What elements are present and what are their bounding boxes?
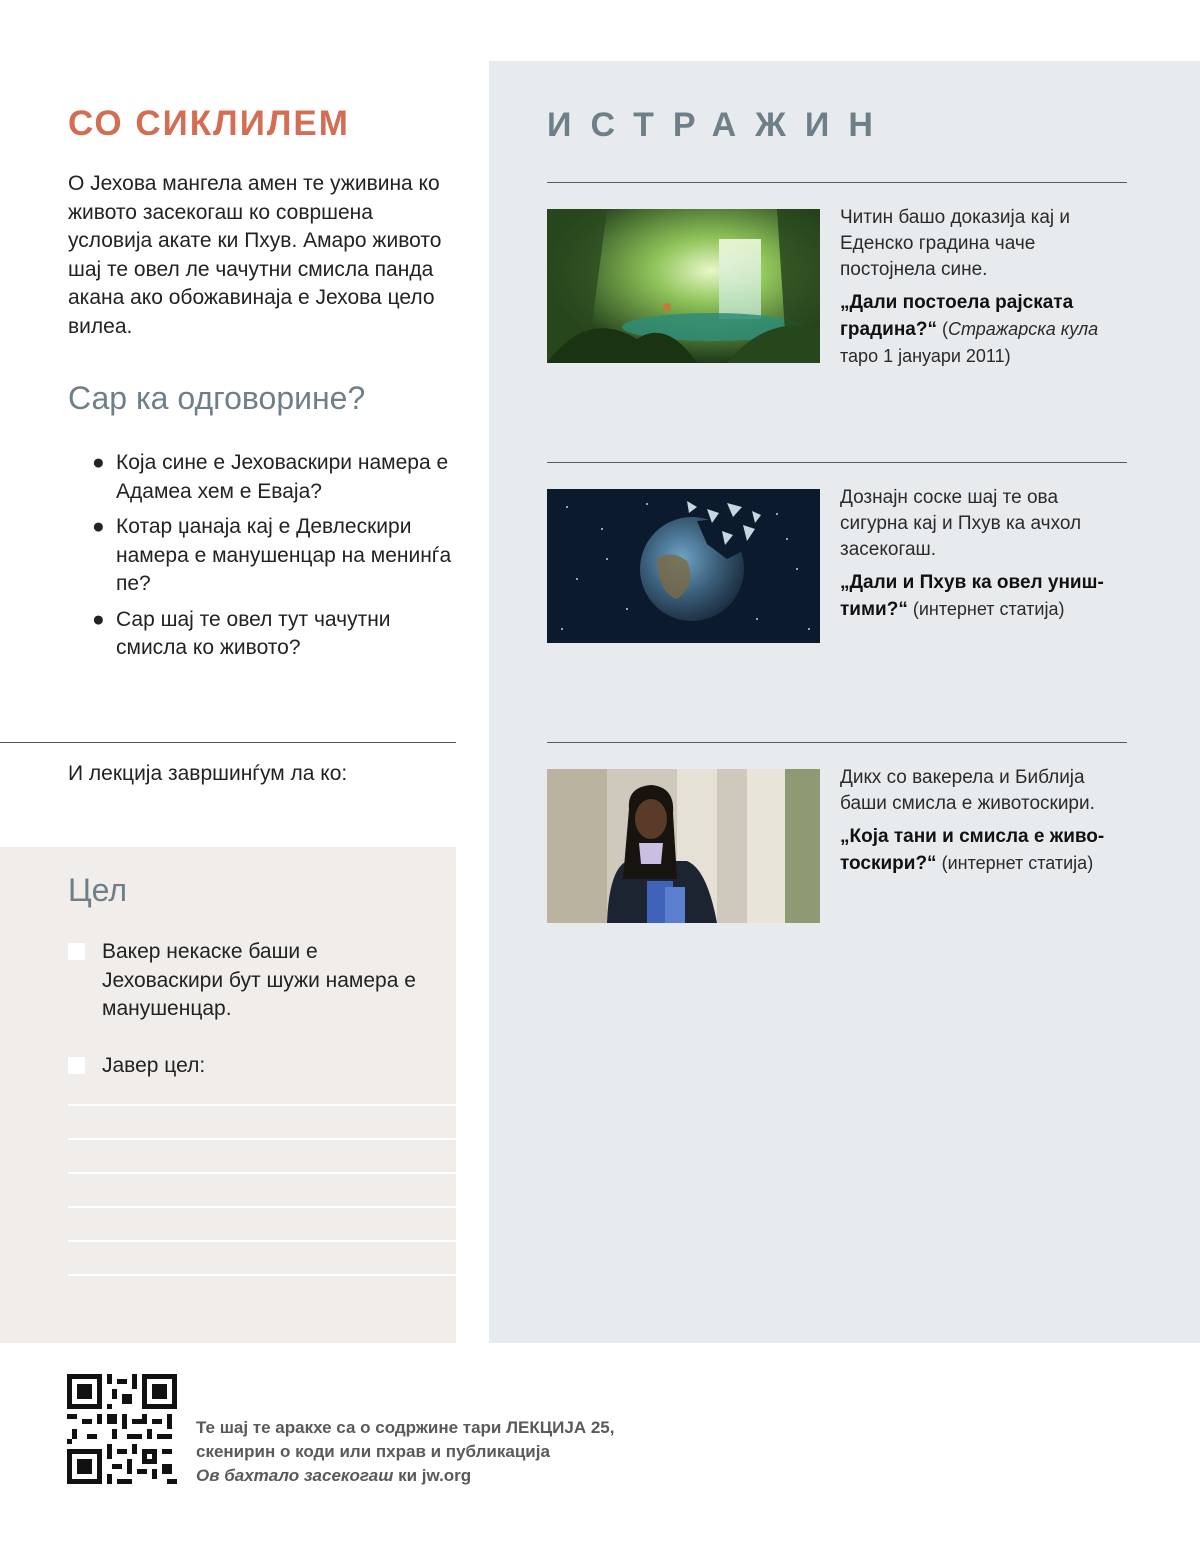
jungle-waterfall-image [547, 209, 820, 363]
footer-line: Ов бахтало засекогаш ки jw.org [196, 1466, 472, 1485]
card-description: Дознајн соске шај те ова сигурна кај и Пхув ка ачхол засекогаш. [840, 487, 1082, 560]
card-description: Читин башо доказија кај и Еденско градина чаче постојнела сине. [840, 207, 1071, 280]
writing-line[interactable] [68, 1206, 456, 1208]
explore-card[interactable] [547, 207, 1127, 366]
card-description: Дикх со вакерела и Библија баши смисла е животоскири. [840, 767, 1095, 814]
question-list [92, 449, 452, 670]
jw-org-link[interactable]: ки jw.org [393, 1466, 472, 1485]
goal-panel [0, 847, 456, 1343]
lesson-finished-label: И лекција завршинѓум ла ко: [68, 762, 348, 785]
goal-text: Вакер некаске баши е Јеховаскири бут шужи намера е манушенцар. [102, 940, 416, 1020]
bullet-icon: ● [92, 515, 105, 538]
goal-text: Јавер цел: [102, 1054, 206, 1077]
explore-divider [547, 182, 1127, 183]
explore-card-text: Читин башо доказија кај и Еденско градина чаче постојнела сине. „Дали постоела рајската градина?“ (Стражарска кула таро 1 јануари 2011) [840, 205, 1130, 370]
explore-card-text [840, 765, 1130, 877]
goal-checkbox[interactable] [68, 1057, 85, 1074]
explore-divider [547, 462, 1127, 463]
section-title: СО СИКЛИЛЕМ [68, 104, 350, 143]
footer-line: Те шај те аракхе са о содржине тари ЛЕКЦИЈА 25, [196, 1418, 615, 1437]
questions-heading: Сар ка одговорине? [68, 380, 366, 416]
question-item: ● Котар џанаја кај е Девлескири намера е манушенцар на менинѓа пе? [92, 515, 452, 595]
writing-line[interactable] [68, 1104, 456, 1106]
card-source-publication: Стражарска кула [947, 319, 1099, 339]
bullet-icon: ● [92, 451, 105, 474]
question-item: ● Сар шај те овел тут чачутни смисла ко живото? [92, 607, 391, 659]
card-link-title[interactable]: „Која тани и смисла е животоскири?“ [840, 826, 1105, 874]
shattering-earth-image [547, 489, 820, 643]
goal-title: Цел [68, 872, 128, 908]
writing-line[interactable] [68, 1138, 456, 1140]
question-item: ● Која сине е Јеховаскири намера е Адамеа хем е Еваја? [92, 451, 449, 503]
explore-title: ИСТРАЖИН [547, 106, 892, 144]
goal-checkbox[interactable] [68, 943, 85, 960]
explore-divider [547, 742, 1127, 743]
section-divider [0, 742, 456, 743]
card-source: (интернет статија) [912, 599, 1065, 619]
footer-text [196, 1416, 614, 1488]
writing-line[interactable] [68, 1240, 456, 1242]
explore-card-text [840, 485, 1130, 623]
card-link-title[interactable]: „Дали и Пхув ка овел уништими?“ [840, 572, 1104, 620]
writing-line[interactable] [68, 1274, 456, 1276]
bullet-icon: ● [92, 607, 105, 631]
card-link-title[interactable]: „Дали постоела рајската градина?“ [840, 292, 1074, 340]
explore-card[interactable] [547, 489, 1127, 643]
card-source: (интернет статија) [941, 853, 1094, 873]
qr-code-icon[interactable] [67, 1374, 177, 1484]
writing-line[interactable] [68, 1172, 456, 1174]
woman-with-folders-image [547, 769, 820, 923]
footer-line: скенирин о коди или пхрав и публикација [196, 1442, 550, 1461]
intro-paragraph: О Јехова мангела амен те уживина ко живото засекогаш ко совршена условија акате ки Пхув. Амаро живото шај те овел ле чачутни смисла панда акана ако обожавинаја е Јехова цело вилеа. [68, 172, 442, 338]
explore-card[interactable] [547, 769, 1127, 923]
